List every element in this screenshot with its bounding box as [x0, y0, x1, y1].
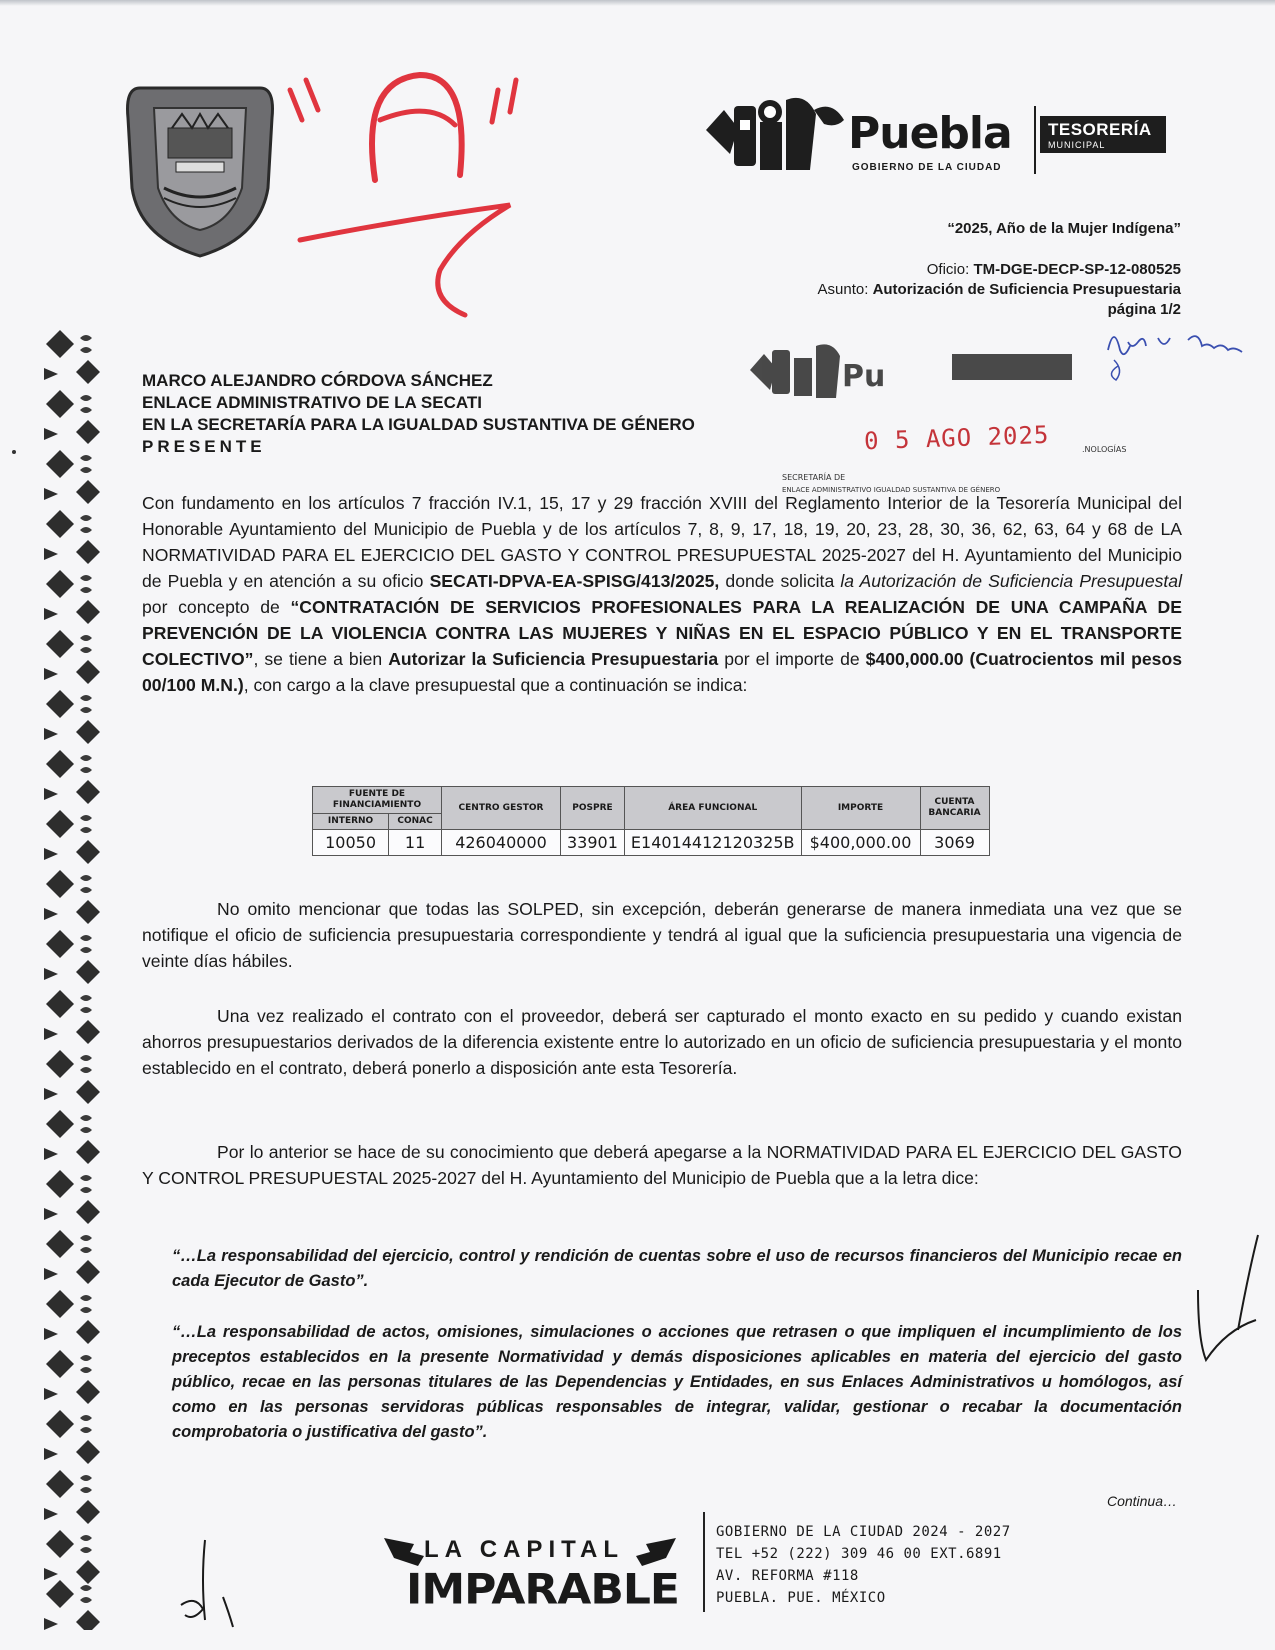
red-handwritten-mark: [280, 60, 570, 340]
logo-city-name: Puebla: [848, 108, 1012, 159]
header-cuenta-bancaria: CUENTA BANCARIA: [920, 787, 989, 830]
quote-responsabilidad-actos: “…La responsabilidad de actos, omisiones, simulaciones o acciones que retrasen o que impliquen el incumplimiento de los preceptos establecidos en la presente Normatividad y demás disposiciones aplicables en materia del ejercicio del gasto público, recae en las personas titulares de las Dependencias y Entidades, en sus Enlaces Administrativos u homólogos, así como en las personas servidoras públicas responsables de integrar, validar, gestionar o recabar la documentación comprobatoria o justificativa del gasto”.: [172, 1323, 1182, 1441]
svg-text:.NOLOGÍAS: .NOLOGÍAS: [1082, 445, 1127, 454]
initials-signature: [175, 1535, 265, 1635]
oficio-line: [818, 260, 1181, 280]
stamp-date: 0 5 AGO 2025: [863, 420, 1050, 456]
paragraph-contrato: Una vez realizado el contrato con el proveedor, deberá ser capturado el monto exacto en su pedido y cuando existan ahorros presupuestarios derivados de la diferencia existente entre lo autorizado en un oficio de suficiencia presupuestaria y el monto establecido en el contrato, deberá ponerlo a disposición ante esta Tesorería.: [142, 1006, 1182, 1078]
header-centro-gestor: CENTRO GESTOR: [442, 787, 561, 830]
logo-subtitle: GOBIERNO DE LA CIUDAD: [852, 162, 1002, 173]
blue-signature: [1098, 320, 1268, 390]
quote-responsabilidad-ejercicio: “…La responsabilidad del ejercicio, control y rendición de cuentas sobre el uso de recursos financieros del Municipio recae en cada Ejecutor de Gasto”.: [172, 1247, 1182, 1290]
asunto-line: [818, 280, 1181, 300]
cell-conac: 11: [389, 830, 442, 856]
oficio-block: [818, 260, 1181, 320]
authorization-phrase: Autorizar la Suficiencia Presupuestaria: [388, 649, 719, 669]
concept-title: “CONTRATACIÓN DE SERVICIOS PROFESIONALES PARA LA REALIZACIÓN DE UNA CAMPAÑA DE PREVENCIÓN DE LA VIOLENCIA CONTRA LAS MUJERES Y NIÑAS EN EL ESPACIO PÚBLICO Y EN EL TRANSPORTE COLECTIVO”: [142, 597, 1182, 669]
logo-divider: [1034, 106, 1036, 174]
year-motto: “2025, Año de la Mujer Indígena”: [947, 220, 1181, 237]
page-number: página 1/2: [1107, 301, 1181, 318]
footer-brand-line1: LA CAPITAL: [424, 1536, 624, 1563]
header-interno: INTERNO: [313, 814, 389, 830]
addressee-presente: PRESENTE: [142, 437, 266, 456]
continua-label: Continua…: [1106, 1493, 1177, 1509]
footer-address: AV. REFORMA #118: [716, 1568, 859, 1584]
footer-government: GOBIERNO DE LA CIUDAD 2024 - 2027: [716, 1524, 1011, 1540]
paragraph-fundamento: Con fundamento en los artículos 7 fracción IV.1, 15, 17 y 29 fracción XVIII del Reglamento Interior de la Tesorería Municipal del Honorable Ayuntamiento del Municipio de Puebla y de los artículos 7, 8, 9, 17, 18, 19, 20, 23, 28, 30, 36, 62, 63, 64 y 68 de LA NORMATIVIDAD PARA EL EJERCICIO DEL GASTO Y CONTROL PRESUPUESTAL 2025-2027 del H. Ayuntamiento del Municipio de Puebla y en atención a su oficio SECATI-DPVA-EA-SPISG/413/2025, donde solicita la Autorización de Suficiencia Presupuestal por concepto de “CONTRATACIÓN DE SERVICIOS PROFESIONALES PARA LA REALIZACIÓN DE UNA CAMPAÑA DE PREVENCIÓN DE LA VIOLENCIA CONTRA LAS MUJERES Y NIÑAS EN EL ESPACIO PÚBLICO Y EN EL TRANSPORTE COLECTIVO”, se tiene a bien Autorizar la Suficiencia Presupuestaria por el importe de $400,000.00 (Cuatrocientos mil pesos 00/100 M.N.), con cargo a la clave presupuestal que a continuación se indica:: [142, 493, 1183, 695]
cell-importe: $400,000.00: [801, 830, 920, 856]
asunto-value: Autorización de Suficiencia Presupuestaria: [872, 281, 1181, 298]
svg-text:Pu: Pu: [842, 359, 886, 394]
svg-text:ENLACE ADMINISTRATIVO IGUALDA: ENLACE ADMINISTRATIVO IGUALDAD SUSTANTIVA DE GÉNERO: [782, 486, 1001, 494]
footer-brand-line2: IMPARABLE: [406, 1565, 679, 1614]
header-pospre: POSPRE: [561, 787, 625, 830]
cell-cuenta-bancaria: 3069: [920, 830, 989, 856]
logo-department-sub: MUNICIPAL: [1048, 140, 1106, 150]
addressee-role: ENLACE ADMINISTRATIVO DE LA SECATI: [142, 393, 482, 412]
header-conac: CONAC: [389, 814, 442, 830]
addressee-office: EN LA SECRETARÍA PARA LA IGUALDAD SUSTANTIVA DE GÉNERO: [142, 415, 695, 434]
svg-text:SECRETARÍA DE: SECRETARÍA DE: [782, 473, 846, 482]
cell-pospre: 33901: [561, 830, 625, 856]
paragraph-normatividad: Por lo anterior se hace de su conocimiento que deberá apegarse a la NORMATIVIDAD PARA EL EJERCICIO DEL GASTO Y CONTROL PRESUPUESTAL 2025-2027 del H. Ayuntamiento del Municipio de Puebla que a la letra dice:: [142, 1142, 1182, 1188]
cell-centro-gestor: 426040000: [442, 830, 561, 856]
oficio-label: Oficio:: [926, 261, 970, 278]
scan-speck: [12, 450, 16, 454]
addressee-block: [142, 370, 695, 458]
logo-department-box: [1040, 116, 1166, 153]
cell-interno: 10050: [313, 830, 389, 856]
addressee-name: MARCO ALEJANDRO CÓRDOVA SÁNCHEZ: [142, 371, 493, 390]
footer-contact: [716, 1521, 1011, 1609]
footer-city: PUEBLA. PUE. MÉXICO: [716, 1590, 886, 1606]
scan-edge: [0, 0, 1275, 6]
paragraph-solped: No omito mencionar que todas las SOLPED, sin excepción, deberán generarse de manera inmediata una vez que se notifique el oficio de suficiencia presupuestaria correspondiente y tendrá al igual que la suficiencia presupuestaria una vigencia de veinte días hábiles.: [142, 899, 1182, 971]
table-row: [313, 830, 990, 856]
asunto-label: Asunto:: [817, 281, 869, 298]
logo-department: TESORERÍA: [1048, 120, 1152, 139]
header-area-funcional: ÁREA FUNCIONAL: [624, 787, 801, 830]
amount-phrase: $400,000.00 (Cuatrocientos mil pesos 00/100 M.N.): [142, 649, 1182, 695]
header-fuente: FUENTE DE FINANCIAMIENTO: [313, 787, 442, 814]
header-importe: IMPORTE: [801, 787, 920, 830]
oficio-reference: SECATI-DPVA-EA-SPISG/413/2025,: [429, 571, 720, 591]
footer-phone: TEL +52 (222) 309 46 00 EXT.6891: [716, 1546, 1002, 1562]
request-italic: la Autorización de Suficiencia Presupuestal: [840, 571, 1183, 591]
budget-key-table: [312, 786, 990, 856]
footer-divider: [703, 1512, 705, 1612]
ornamental-border: [40, 330, 110, 1630]
oficio-number: TM-DGE-DECP-SP-12-080525: [973, 261, 1181, 278]
city-seal-icon: [120, 78, 280, 258]
margin-signature: [1188, 1230, 1268, 1380]
cell-area-funcional: E14014412120325B: [624, 830, 801, 856]
footer-brand: [380, 1534, 680, 1634]
